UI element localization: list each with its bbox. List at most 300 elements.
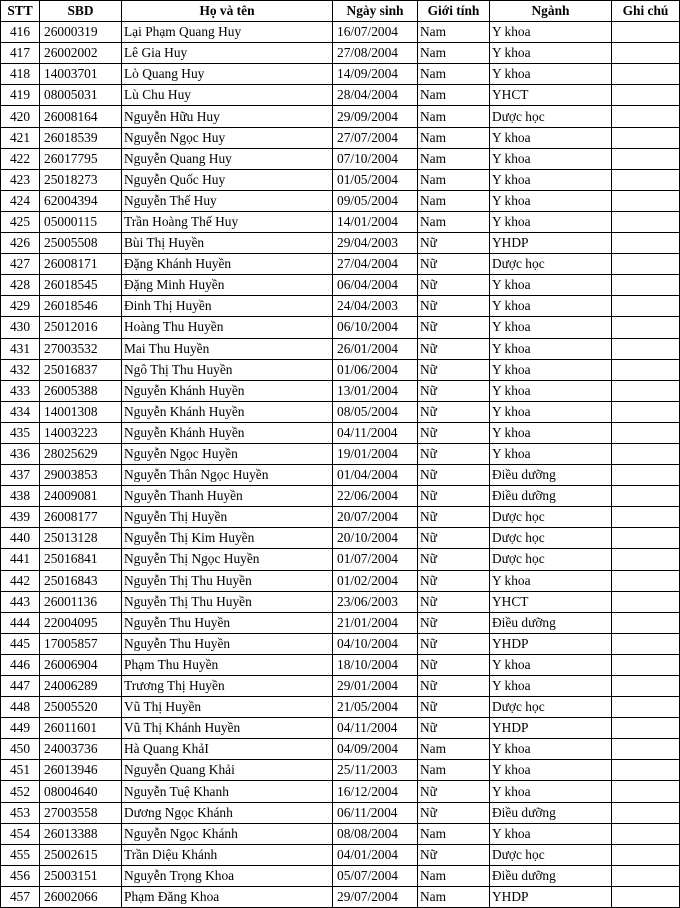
gender-cell: Nữ — [418, 654, 490, 675]
sbd-cell: 27003532 — [40, 338, 122, 359]
full-name-cell: Bùi Thị Huyền — [122, 233, 333, 254]
table-row — [1, 211, 680, 232]
gender-cell: Nam — [418, 823, 490, 844]
notes-cell — [612, 443, 680, 464]
stt-cell: 447 — [1, 676, 40, 697]
table-row — [1, 781, 680, 802]
major-cell: Y khoa — [490, 190, 612, 211]
sbd-cell: 28025629 — [40, 443, 122, 464]
sbd-cell: 08005031 — [40, 85, 122, 106]
sbd-cell: 26008177 — [40, 507, 122, 528]
full-name-cell: Nguyễn Ngọc Huy — [122, 127, 333, 148]
notes-cell — [612, 380, 680, 401]
sbd-cell: 26002066 — [40, 886, 122, 907]
notes-cell — [612, 528, 680, 549]
table-row — [1, 654, 680, 675]
table-row — [1, 528, 680, 549]
gender-cell: Nữ — [418, 612, 490, 633]
header-date-of-birth: Ngày sinh — [333, 1, 418, 22]
table-row — [1, 549, 680, 570]
notes-cell — [612, 64, 680, 85]
gender-cell: Nữ — [418, 254, 490, 275]
notes-cell — [612, 275, 680, 296]
full-name-cell: Lù Chu Huy — [122, 85, 333, 106]
table-row — [1, 169, 680, 190]
stt-cell: 449 — [1, 718, 40, 739]
notes-cell — [612, 254, 680, 275]
table-row — [1, 465, 680, 486]
sbd-cell: 25016843 — [40, 570, 122, 591]
gender-cell: Nam — [418, 43, 490, 64]
sbd-cell: 26018545 — [40, 275, 122, 296]
sbd-cell: 25012016 — [40, 317, 122, 338]
notes-cell — [612, 401, 680, 422]
full-name-cell: Vũ Thị Khánh Huyền — [122, 718, 333, 739]
header-notes: Ghi chú — [612, 1, 680, 22]
full-name-cell: Nguyễn Thanh Huyền — [122, 486, 333, 507]
gender-cell: Nữ — [418, 233, 490, 254]
major-cell: Dược học — [490, 697, 612, 718]
table-row — [1, 486, 680, 507]
stt-cell: 428 — [1, 275, 40, 296]
sbd-cell: 14003223 — [40, 422, 122, 443]
sbd-cell: 26006904 — [40, 654, 122, 675]
notes-cell — [612, 507, 680, 528]
full-name-cell: Lê Gia Huy — [122, 43, 333, 64]
notes-cell — [612, 802, 680, 823]
gender-cell: Nữ — [418, 359, 490, 380]
major-cell: Dược học — [490, 106, 612, 127]
notes-cell — [612, 844, 680, 865]
notes-cell — [612, 338, 680, 359]
stt-cell: 416 — [1, 22, 40, 43]
date-of-birth-cell: 08/08/2004 — [333, 823, 418, 844]
date-of-birth-cell: 06/04/2004 — [333, 275, 418, 296]
full-name-cell: Nguyễn Thế Huy — [122, 190, 333, 211]
notes-cell — [612, 591, 680, 612]
full-name-cell: Trương Thị Huyền — [122, 676, 333, 697]
notes-cell — [612, 317, 680, 338]
full-name-cell: Nguyễn Tuệ Khanh — [122, 781, 333, 802]
gender-cell: Nam — [418, 85, 490, 106]
major-cell: YHDP — [490, 886, 612, 907]
major-cell: Điều dưỡng — [490, 802, 612, 823]
notes-cell — [612, 676, 680, 697]
sbd-cell: 26005388 — [40, 380, 122, 401]
sbd-cell: 25018273 — [40, 169, 122, 190]
table-row — [1, 443, 680, 464]
date-of-birth-cell: 27/07/2004 — [333, 127, 418, 148]
full-name-cell: Lại Phạm Quang Huy — [122, 22, 333, 43]
stt-cell: 423 — [1, 169, 40, 190]
major-cell: Dược học — [490, 254, 612, 275]
gender-cell: Nam — [418, 739, 490, 760]
major-cell: Y khoa — [490, 654, 612, 675]
table-row — [1, 802, 680, 823]
gender-cell: Nữ — [418, 570, 490, 591]
sbd-cell: 26013946 — [40, 760, 122, 781]
major-cell: Y khoa — [490, 359, 612, 380]
major-cell: Y khoa — [490, 760, 612, 781]
stt-cell: 430 — [1, 317, 40, 338]
full-name-cell: Lò Quang Huy — [122, 64, 333, 85]
major-cell: Y khoa — [490, 275, 612, 296]
stt-cell: 451 — [1, 760, 40, 781]
table-row — [1, 507, 680, 528]
sbd-cell: 25005520 — [40, 697, 122, 718]
major-cell: Y khoa — [490, 43, 612, 64]
full-name-cell: Hoàng Thu Huyền — [122, 317, 333, 338]
date-of-birth-cell: 13/01/2004 — [333, 380, 418, 401]
stt-cell: 450 — [1, 739, 40, 760]
gender-cell: Nữ — [418, 443, 490, 464]
gender-cell: Nữ — [418, 781, 490, 802]
date-of-birth-cell: 16/07/2004 — [333, 22, 418, 43]
date-of-birth-cell: 29/01/2004 — [333, 676, 418, 697]
major-cell: YHCT — [490, 591, 612, 612]
date-of-birth-cell: 16/12/2004 — [333, 781, 418, 802]
sbd-cell: 26000319 — [40, 22, 122, 43]
major-cell: Y khoa — [490, 317, 612, 338]
sbd-cell: 24009081 — [40, 486, 122, 507]
gender-cell: Nữ — [418, 317, 490, 338]
major-cell: YHDP — [490, 718, 612, 739]
date-of-birth-cell: 01/04/2004 — [333, 465, 418, 486]
stt-cell: 435 — [1, 422, 40, 443]
date-of-birth-cell: 19/01/2004 — [333, 443, 418, 464]
date-of-birth-cell: 01/02/2004 — [333, 570, 418, 591]
gender-cell: Nam — [418, 64, 490, 85]
date-of-birth-cell: 20/07/2004 — [333, 507, 418, 528]
date-of-birth-cell: 07/10/2004 — [333, 148, 418, 169]
notes-cell — [612, 739, 680, 760]
sbd-cell: 26002002 — [40, 43, 122, 64]
date-of-birth-cell: 01/07/2004 — [333, 549, 418, 570]
full-name-cell: Nguyễn Quang Khải — [122, 760, 333, 781]
notes-cell — [612, 654, 680, 675]
table-row — [1, 190, 680, 211]
table-row — [1, 422, 680, 443]
date-of-birth-cell: 22/06/2004 — [333, 486, 418, 507]
full-name-cell: Nguyễn Trọng Khoa — [122, 865, 333, 886]
sbd-cell: 26008164 — [40, 106, 122, 127]
date-of-birth-cell: 14/01/2004 — [333, 211, 418, 232]
sbd-cell: 26018539 — [40, 127, 122, 148]
table-row — [1, 275, 680, 296]
gender-cell: Nữ — [418, 465, 490, 486]
major-cell: Y khoa — [490, 148, 612, 169]
notes-cell — [612, 570, 680, 591]
full-name-cell: Nguyễn Thị Ngọc Huyền — [122, 549, 333, 570]
date-of-birth-cell: 09/05/2004 — [333, 190, 418, 211]
table-row — [1, 570, 680, 591]
full-name-cell: Nguyễn Ngọc Huyền — [122, 443, 333, 464]
date-of-birth-cell: 25/11/2003 — [333, 760, 418, 781]
stt-cell: 455 — [1, 844, 40, 865]
date-of-birth-cell: 05/07/2004 — [333, 865, 418, 886]
header-major: Ngành — [490, 1, 612, 22]
header-gender: Giới tính — [418, 1, 490, 22]
date-of-birth-cell: 29/07/2004 — [333, 886, 418, 907]
stt-cell: 441 — [1, 549, 40, 570]
table-row — [1, 338, 680, 359]
notes-cell — [612, 886, 680, 907]
full-name-cell: Hà Quang KhảI — [122, 739, 333, 760]
full-name-cell: Đinh Thị Huyền — [122, 296, 333, 317]
sbd-cell: 26013388 — [40, 823, 122, 844]
gender-cell: Nữ — [418, 422, 490, 443]
stt-cell: 437 — [1, 465, 40, 486]
full-name-cell: Nguyễn Thu Huyền — [122, 633, 333, 654]
major-cell: Y khoa — [490, 22, 612, 43]
notes-cell — [612, 296, 680, 317]
stt-cell: 442 — [1, 570, 40, 591]
table-row — [1, 676, 680, 697]
full-name-cell: Trần Diệu Khánh — [122, 844, 333, 865]
date-of-birth-cell: 29/09/2004 — [333, 106, 418, 127]
major-cell: Y khoa — [490, 64, 612, 85]
notes-cell — [612, 697, 680, 718]
major-cell: YHDP — [490, 633, 612, 654]
full-name-cell: Dương Ngọc Khánh — [122, 802, 333, 823]
gender-cell: Nữ — [418, 697, 490, 718]
gender-cell: Nam — [418, 148, 490, 169]
gender-cell: Nam — [418, 211, 490, 232]
sbd-cell: 25005508 — [40, 233, 122, 254]
notes-cell — [612, 43, 680, 64]
sbd-cell: 25016841 — [40, 549, 122, 570]
table-row — [1, 760, 680, 781]
gender-cell: Nam — [418, 22, 490, 43]
table-row — [1, 718, 680, 739]
notes-cell — [612, 486, 680, 507]
stt-cell: 432 — [1, 359, 40, 380]
table-row — [1, 633, 680, 654]
stt-cell: 444 — [1, 612, 40, 633]
stt-cell: 439 — [1, 507, 40, 528]
full-name-cell: Nguyễn Thị Thu Huyền — [122, 591, 333, 612]
full-name-cell: Nguyễn Thị Thu Huyền — [122, 570, 333, 591]
table-row — [1, 380, 680, 401]
major-cell: Y khoa — [490, 380, 612, 401]
notes-cell — [612, 106, 680, 127]
full-name-cell: Nguyễn Khánh Huyền — [122, 380, 333, 401]
sbd-cell: 05000115 — [40, 211, 122, 232]
stt-cell: 453 — [1, 802, 40, 823]
date-of-birth-cell: 06/10/2004 — [333, 317, 418, 338]
stt-cell: 454 — [1, 823, 40, 844]
full-name-cell: Phạm Đăng Khoa — [122, 886, 333, 907]
sbd-cell: 62004394 — [40, 190, 122, 211]
gender-cell: Nam — [418, 886, 490, 907]
stt-cell: 440 — [1, 528, 40, 549]
sbd-cell: 24003736 — [40, 739, 122, 760]
date-of-birth-cell: 04/01/2004 — [333, 844, 418, 865]
table-row — [1, 823, 680, 844]
date-of-birth-cell: 04/11/2004 — [333, 718, 418, 739]
full-name-cell: Nguyễn Ngọc Khánh — [122, 823, 333, 844]
full-name-cell: Nguyễn Hữu Huy — [122, 106, 333, 127]
header-full-name: Họ và tên — [122, 1, 333, 22]
major-cell: Y khoa — [490, 127, 612, 148]
gender-cell: Nữ — [418, 676, 490, 697]
table-row — [1, 64, 680, 85]
date-of-birth-cell: 14/09/2004 — [333, 64, 418, 85]
gender-cell: Nữ — [418, 275, 490, 296]
gender-cell: Nữ — [418, 528, 490, 549]
notes-cell — [612, 211, 680, 232]
sbd-cell: 26018546 — [40, 296, 122, 317]
major-cell: Dược học — [490, 528, 612, 549]
notes-cell — [612, 760, 680, 781]
stt-cell: 438 — [1, 486, 40, 507]
major-cell: Điều dưỡng — [490, 465, 612, 486]
full-name-cell: Nguyễn Thu Huyền — [122, 612, 333, 633]
stt-cell: 448 — [1, 697, 40, 718]
sbd-cell: 25013128 — [40, 528, 122, 549]
full-name-cell: Nguyễn Quốc Huy — [122, 169, 333, 190]
major-cell: Y khoa — [490, 443, 612, 464]
date-of-birth-cell: 24/04/2003 — [333, 296, 418, 317]
sbd-cell: 26017795 — [40, 148, 122, 169]
major-cell: Điều dưỡng — [490, 865, 612, 886]
date-of-birth-cell: 21/05/2004 — [333, 697, 418, 718]
date-of-birth-cell: 28/04/2004 — [333, 85, 418, 106]
table-row — [1, 865, 680, 886]
gender-cell: Nữ — [418, 549, 490, 570]
stt-cell: 429 — [1, 296, 40, 317]
major-cell: Y khoa — [490, 296, 612, 317]
stt-cell: 443 — [1, 591, 40, 612]
gender-cell: Nữ — [418, 633, 490, 654]
notes-cell — [612, 465, 680, 486]
table-row — [1, 148, 680, 169]
notes-cell — [612, 718, 680, 739]
notes-cell — [612, 781, 680, 802]
stt-cell: 433 — [1, 380, 40, 401]
gender-cell: Nữ — [418, 507, 490, 528]
major-cell: Y khoa — [490, 401, 612, 422]
major-cell: Y khoa — [490, 211, 612, 232]
full-name-cell: Đặng Khánh Huyền — [122, 254, 333, 275]
table-row — [1, 844, 680, 865]
full-name-cell: Nguyễn Khánh Huyền — [122, 422, 333, 443]
notes-cell — [612, 612, 680, 633]
gender-cell: Nữ — [418, 844, 490, 865]
notes-cell — [612, 865, 680, 886]
date-of-birth-cell: 29/04/2003 — [333, 233, 418, 254]
sbd-cell: 14003701 — [40, 64, 122, 85]
date-of-birth-cell: 20/10/2004 — [333, 528, 418, 549]
gender-cell: Nữ — [418, 338, 490, 359]
major-cell: YHCT — [490, 85, 612, 106]
major-cell: Dược học — [490, 549, 612, 570]
gender-cell: Nam — [418, 865, 490, 886]
table-row — [1, 127, 680, 148]
date-of-birth-cell: 26/01/2004 — [333, 338, 418, 359]
full-name-cell: Trần Hoàng Thế Huy — [122, 211, 333, 232]
stt-cell: 427 — [1, 254, 40, 275]
date-of-birth-cell: 18/10/2004 — [333, 654, 418, 675]
major-cell: Y khoa — [490, 676, 612, 697]
sbd-cell: 26008171 — [40, 254, 122, 275]
full-name-cell: Mai Thu Huyền — [122, 338, 333, 359]
sbd-cell: 17005857 — [40, 633, 122, 654]
stt-cell: 421 — [1, 127, 40, 148]
date-of-birth-cell: 04/09/2004 — [333, 739, 418, 760]
major-cell: Điều dưỡng — [490, 612, 612, 633]
date-of-birth-cell: 27/04/2004 — [333, 254, 418, 275]
major-cell: Y khoa — [490, 781, 612, 802]
stt-cell: 456 — [1, 865, 40, 886]
table-row — [1, 612, 680, 633]
major-cell: Y khoa — [490, 570, 612, 591]
major-cell: Y khoa — [490, 338, 612, 359]
major-cell: Dược học — [490, 844, 612, 865]
sbd-cell: 27003558 — [40, 802, 122, 823]
table-row — [1, 591, 680, 612]
major-cell: Dược học — [490, 507, 612, 528]
major-cell: Y khoa — [490, 823, 612, 844]
notes-cell — [612, 190, 680, 211]
table-row — [1, 697, 680, 718]
notes-cell — [612, 422, 680, 443]
stt-cell: 422 — [1, 148, 40, 169]
sbd-cell: 14001308 — [40, 401, 122, 422]
date-of-birth-cell: 08/05/2004 — [333, 401, 418, 422]
sbd-cell: 25003151 — [40, 865, 122, 886]
date-of-birth-cell: 06/11/2004 — [333, 802, 418, 823]
table-row — [1, 22, 680, 43]
notes-cell — [612, 633, 680, 654]
full-name-cell: Đặng Minh Huyền — [122, 275, 333, 296]
sbd-cell: 25016837 — [40, 359, 122, 380]
major-cell: Y khoa — [490, 169, 612, 190]
sbd-cell: 26001136 — [40, 591, 122, 612]
date-of-birth-cell: 21/01/2004 — [333, 612, 418, 633]
major-cell: Y khoa — [490, 739, 612, 760]
table-row — [1, 106, 680, 127]
notes-cell — [612, 359, 680, 380]
date-of-birth-cell: 04/11/2004 — [333, 422, 418, 443]
stt-cell: 417 — [1, 43, 40, 64]
stt-cell: 452 — [1, 781, 40, 802]
full-name-cell: Vũ Thị Huyền — [122, 697, 333, 718]
table-row — [1, 85, 680, 106]
notes-cell — [612, 148, 680, 169]
full-name-cell: Nguyễn Thị Huyền — [122, 507, 333, 528]
notes-cell — [612, 169, 680, 190]
header-row — [1, 1, 680, 22]
notes-cell — [612, 823, 680, 844]
gender-cell: Nữ — [418, 401, 490, 422]
gender-cell: Nam — [418, 106, 490, 127]
gender-cell: Nữ — [418, 296, 490, 317]
sbd-cell: 29003853 — [40, 465, 122, 486]
full-name-cell: Phạm Thu Huyền — [122, 654, 333, 675]
stt-cell: 424 — [1, 190, 40, 211]
full-name-cell: Nguyễn Quang Huy — [122, 148, 333, 169]
table-row — [1, 886, 680, 907]
date-of-birth-cell: 01/05/2004 — [333, 169, 418, 190]
stt-cell: 418 — [1, 64, 40, 85]
stt-cell: 457 — [1, 886, 40, 907]
notes-cell — [612, 22, 680, 43]
full-name-cell: Nguyễn Khánh Huyền — [122, 401, 333, 422]
gender-cell: Nữ — [418, 802, 490, 823]
header-stt: STT — [1, 1, 40, 22]
gender-cell: Nữ — [418, 718, 490, 739]
